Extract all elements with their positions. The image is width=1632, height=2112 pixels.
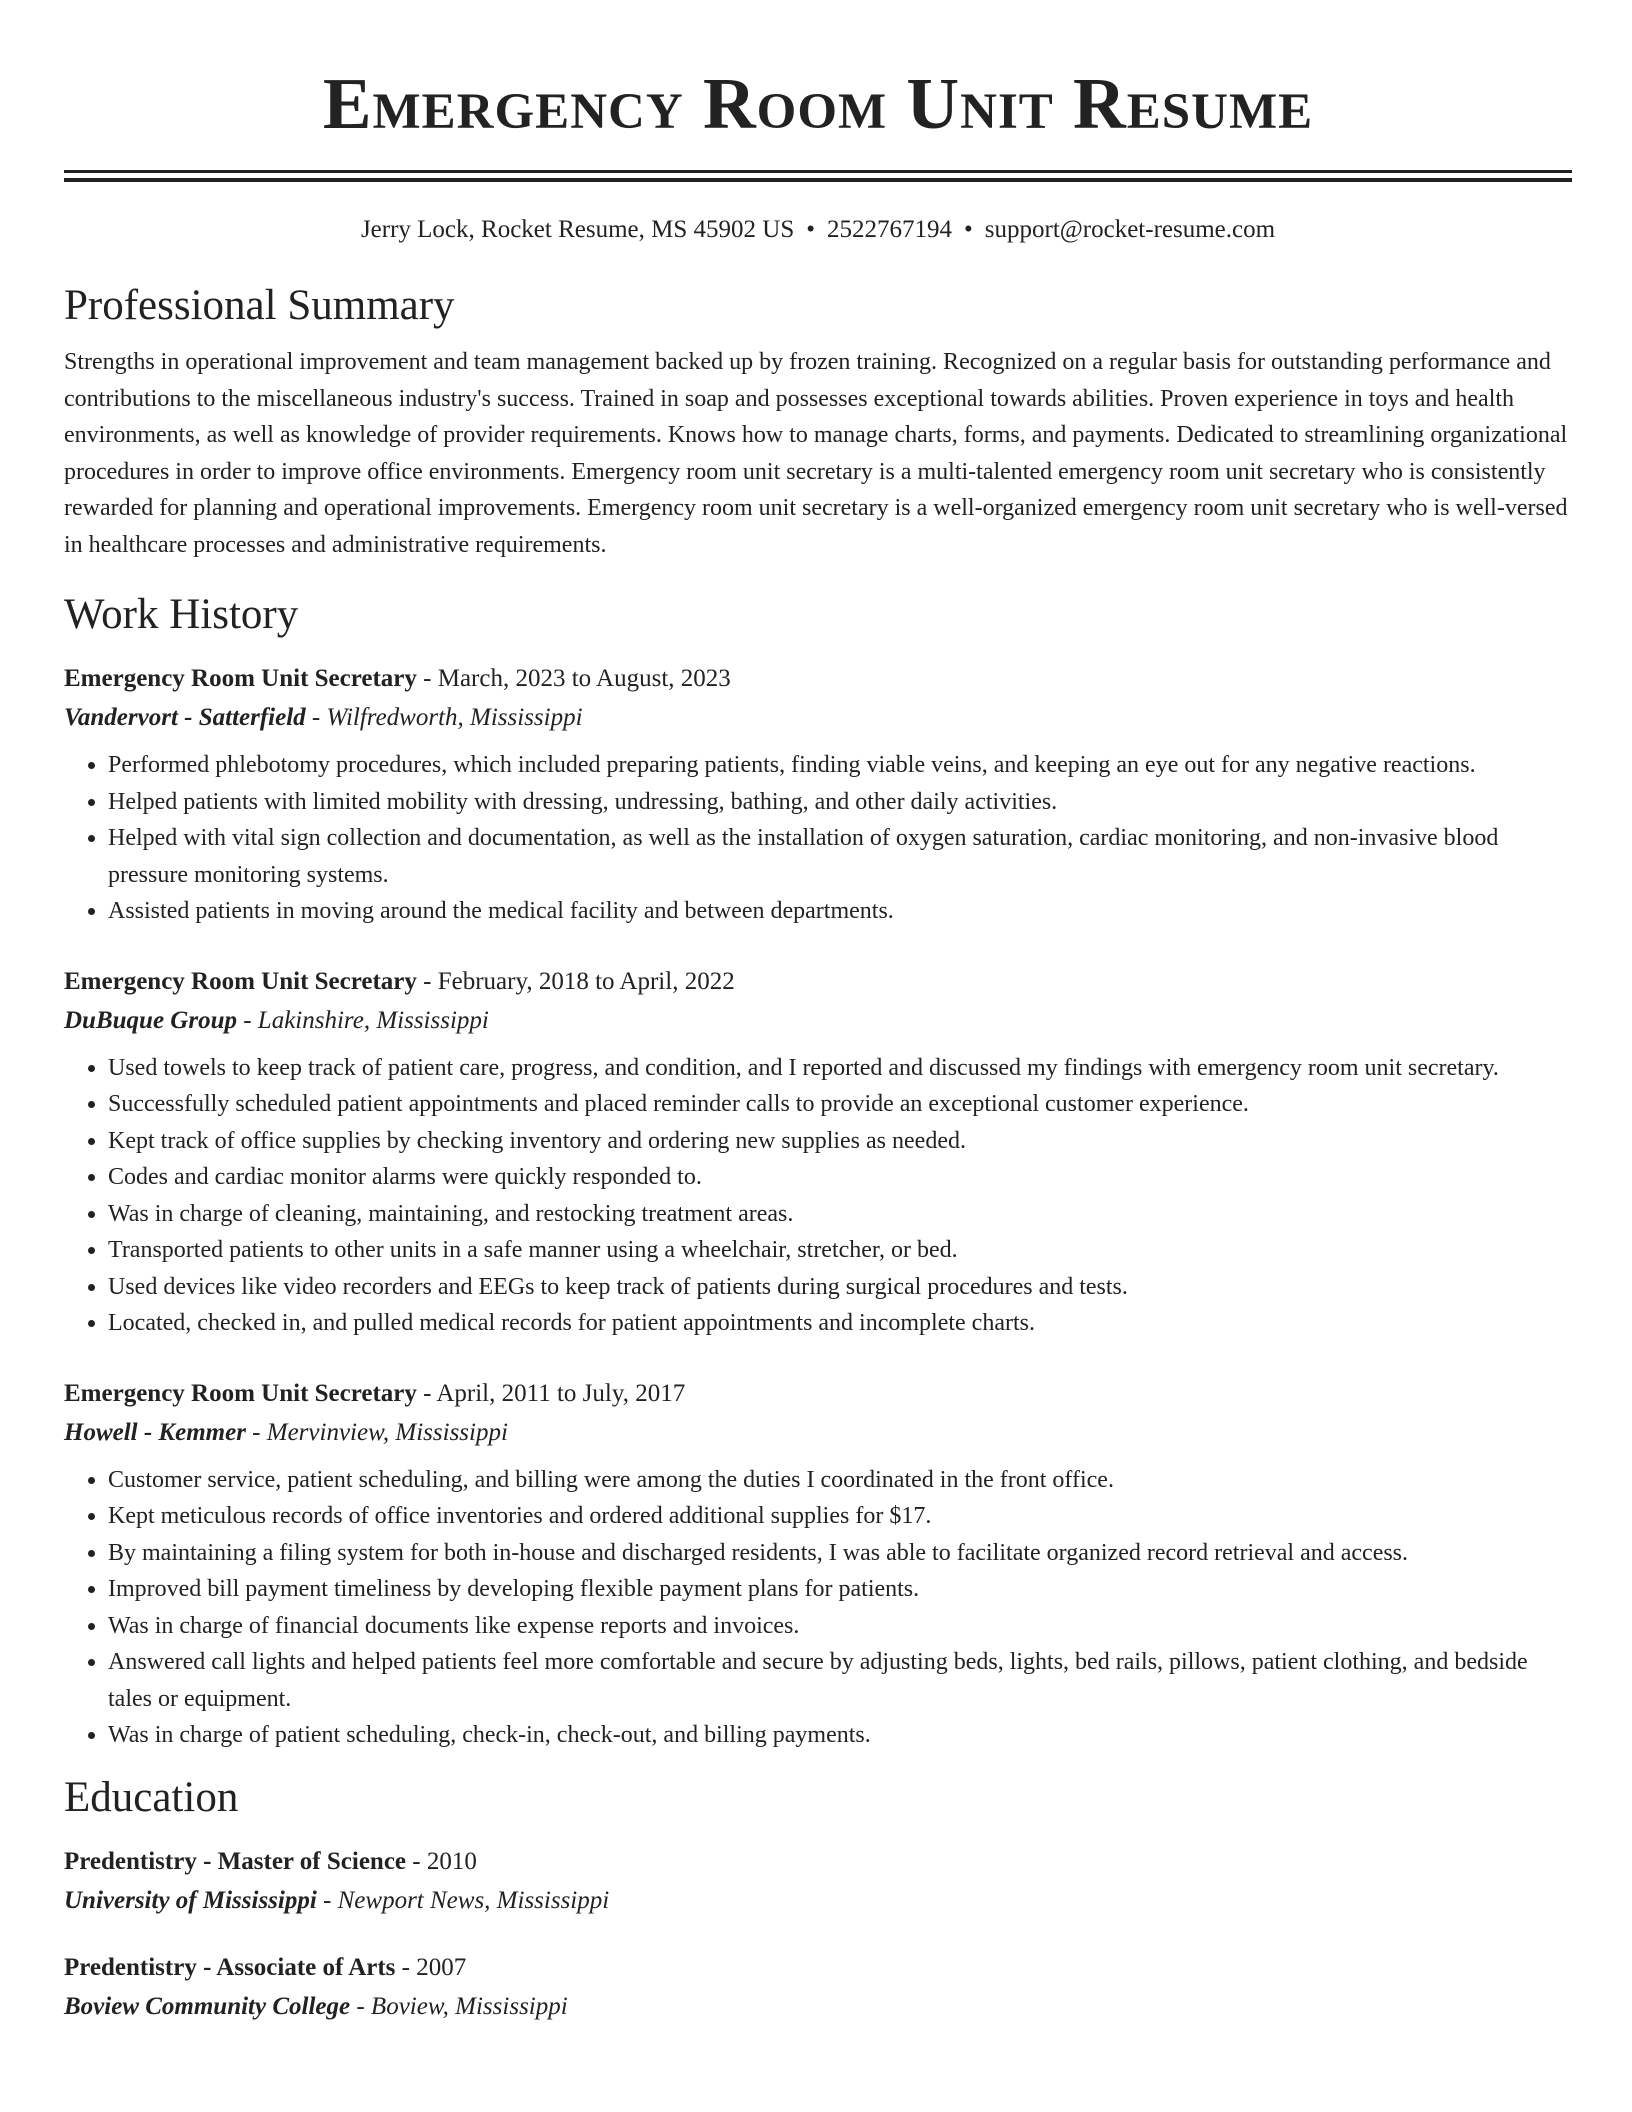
contact-email: support@rocket-resume.com — [984, 216, 1276, 243]
job-location: - Lakinshire, Mississippi — [236, 1006, 489, 1034]
job-company: DuBuque Group — [64, 1006, 237, 1034]
job-duty: • Kept meticulous records of office inventories and ordered additional supplies for $17. — [108, 1498, 1572, 1535]
education-entry — [64, 1948, 1572, 2026]
job-title-line — [64, 1374, 1572, 1413]
job-company-line — [64, 1001, 1572, 1040]
job-title-line — [64, 659, 1572, 698]
job-duty: • Was in charge of patient scheduling, check-in, check-out, and billing payments. — [108, 1717, 1572, 1754]
education-list — [64, 1842, 1572, 2026]
contact-phone: 2522767194 — [827, 216, 952, 243]
title-divider — [64, 170, 1572, 182]
job-duty: • Customer service, patient scheduling, and billing were among the duties I coordinated in the front office. — [108, 1462, 1572, 1499]
job-duty: • Helped with vital sign collection and documentation, as well as the installation of oxygen saturation, cardiac monitoring, and non-invasive blood pressure monitoring systems. — [108, 820, 1572, 893]
summary-text: Strengths in operational improvement and team management backed up by frozen training. Recognized on a regular basis for outstanding performance and contributions to the miscellaneous industry's success. Trained in soap and possesses exceptional towards abilities. Proven experience in toys and health environments, as well as knowledge of provider requirements. Knows how to manage charts, forms, and payments. Dedicated to streamlining organizational procedures in order to improve office environments. Emergency room unit secretary is a multi-talented emergency room unit secretary who is consistently rewarded for planning and operational improvements. Emergency room unit secretary is a well-organized emergency room unit secretary who is well-versed in healthcare processes and administrative requirements. — [64, 349, 1568, 558]
education-school: University of Mississippi — [64, 1886, 317, 1914]
job-duty: • Performed phlebotomy procedures, which included preparing patients, finding viable veins, and keeping an eye out for any negative reactions. — [108, 747, 1572, 784]
job-dates: - March, 2023 to August, 2023 — [416, 665, 731, 692]
job-entry — [64, 962, 1572, 1342]
job-company-line — [64, 1413, 1572, 1452]
job-company-line — [64, 698, 1572, 737]
job-location: - Mervinview, Mississippi — [245, 1418, 508, 1446]
education-degree-line — [64, 1842, 1572, 1881]
contact-line — [64, 212, 1572, 248]
education-location: - Boview, Mississippi — [350, 1992, 568, 2020]
job-duty: • Kept track of office supplies by checking inventory and ordering new supplies as needed. — [108, 1123, 1572, 1160]
job-title-line — [64, 962, 1572, 1001]
job-duty: • Was in charge of cleaning, maintaining, and restocking treatment areas. — [108, 1196, 1572, 1233]
contact-address: Jerry Lock, Rocket Resume, MS 45902 US — [360, 216, 795, 243]
work-history-list — [64, 659, 1572, 1754]
job-duty: • Used towels to keep track of patient care, progress, and condition, and I reported and discussed my findings with emergency room unit secretary. — [108, 1050, 1572, 1087]
job-duty: • Used devices like video recorders and EEGs to keep track of patients during surgical procedures and tests. — [108, 1269, 1572, 1306]
job-duty: • Located, checked in, and pulled medical records for patient appointments and incomplete charts. — [108, 1305, 1572, 1342]
education-degree: Predentistry - Associate of Arts — [64, 1953, 396, 1981]
job-dates: - February, 2018 to April, 2022 — [416, 967, 735, 995]
job-duties — [64, 1050, 1572, 1342]
job-title: Emergency Room Unit Secretary — [64, 1379, 417, 1407]
job-duty: • Codes and cardiac monitor alarms were quickly responded to. — [108, 1159, 1572, 1196]
education-school: Boview Community College — [64, 1992, 351, 2020]
job-duties — [64, 1462, 1572, 1754]
education-degree-line — [64, 1948, 1572, 1987]
job-duty: • Answered call lights and helped patients feel more comfortable and secure by adjusting beds, lights, bed rails, pillows, patient clothing, and bedside tales or equipment. — [108, 1644, 1572, 1717]
contact-separator: • — [964, 216, 973, 243]
education-year: - 2007 — [395, 1953, 467, 1981]
education-school-line — [64, 1987, 1572, 2026]
job-title: Emergency Room Unit Secretary — [64, 665, 417, 692]
education-year: - 2010 — [406, 1847, 477, 1875]
work-history-heading: Work History — [64, 591, 299, 638]
education-entry — [64, 1842, 1572, 1920]
job-dates: - April, 2011 to July, 2017 — [416, 1379, 686, 1407]
resume-page — [64, 0, 1572, 2026]
education-heading: Education — [64, 1773, 239, 1821]
contact-separator: • — [806, 216, 815, 243]
job-location: - Wilfredworth, Mississippi — [305, 704, 583, 731]
job-company: Vandervort - Satterfield — [64, 704, 306, 731]
education-location: - Newport News, Mississippi — [316, 1886, 610, 1914]
job-duty: • Helped patients with limited mobility with dressing, undressing, bathing, and other daily activities. — [108, 784, 1572, 821]
job-duty: • Successfully scheduled patient appointments and placed reminder calls to provide an exceptional customer experience. — [108, 1086, 1572, 1123]
education-degree: Predentistry - Master of Science — [64, 1847, 407, 1875]
job-duty: • Improved bill payment timeliness by developing flexible payment plans for patients. — [108, 1571, 1572, 1608]
resume-title: Emergency Room Unit Resume — [322, 63, 1314, 144]
summary-heading: Professional Summary — [64, 282, 455, 329]
job-duty: • Assisted patients in moving around the medical facility and between departments. — [108, 893, 1572, 930]
job-duty: • Was in charge of financial documents like expense reports and invoices. — [108, 1608, 1572, 1645]
education-school-line — [64, 1881, 1572, 1920]
job-title: Emergency Room Unit Secretary — [64, 967, 417, 995]
job-duties — [64, 747, 1572, 930]
job-company: Howell - Kemmer — [64, 1418, 246, 1446]
job-entry — [64, 1374, 1572, 1754]
job-duty: • Transported patients to other units in a safe manner using a wheelchair, stretcher, or bed. — [108, 1232, 1572, 1269]
job-entry — [64, 659, 1572, 930]
job-duty: • By maintaining a filing system for both in-house and discharged residents, I was able to facilitate organized record retrieval and access. — [108, 1535, 1572, 1572]
